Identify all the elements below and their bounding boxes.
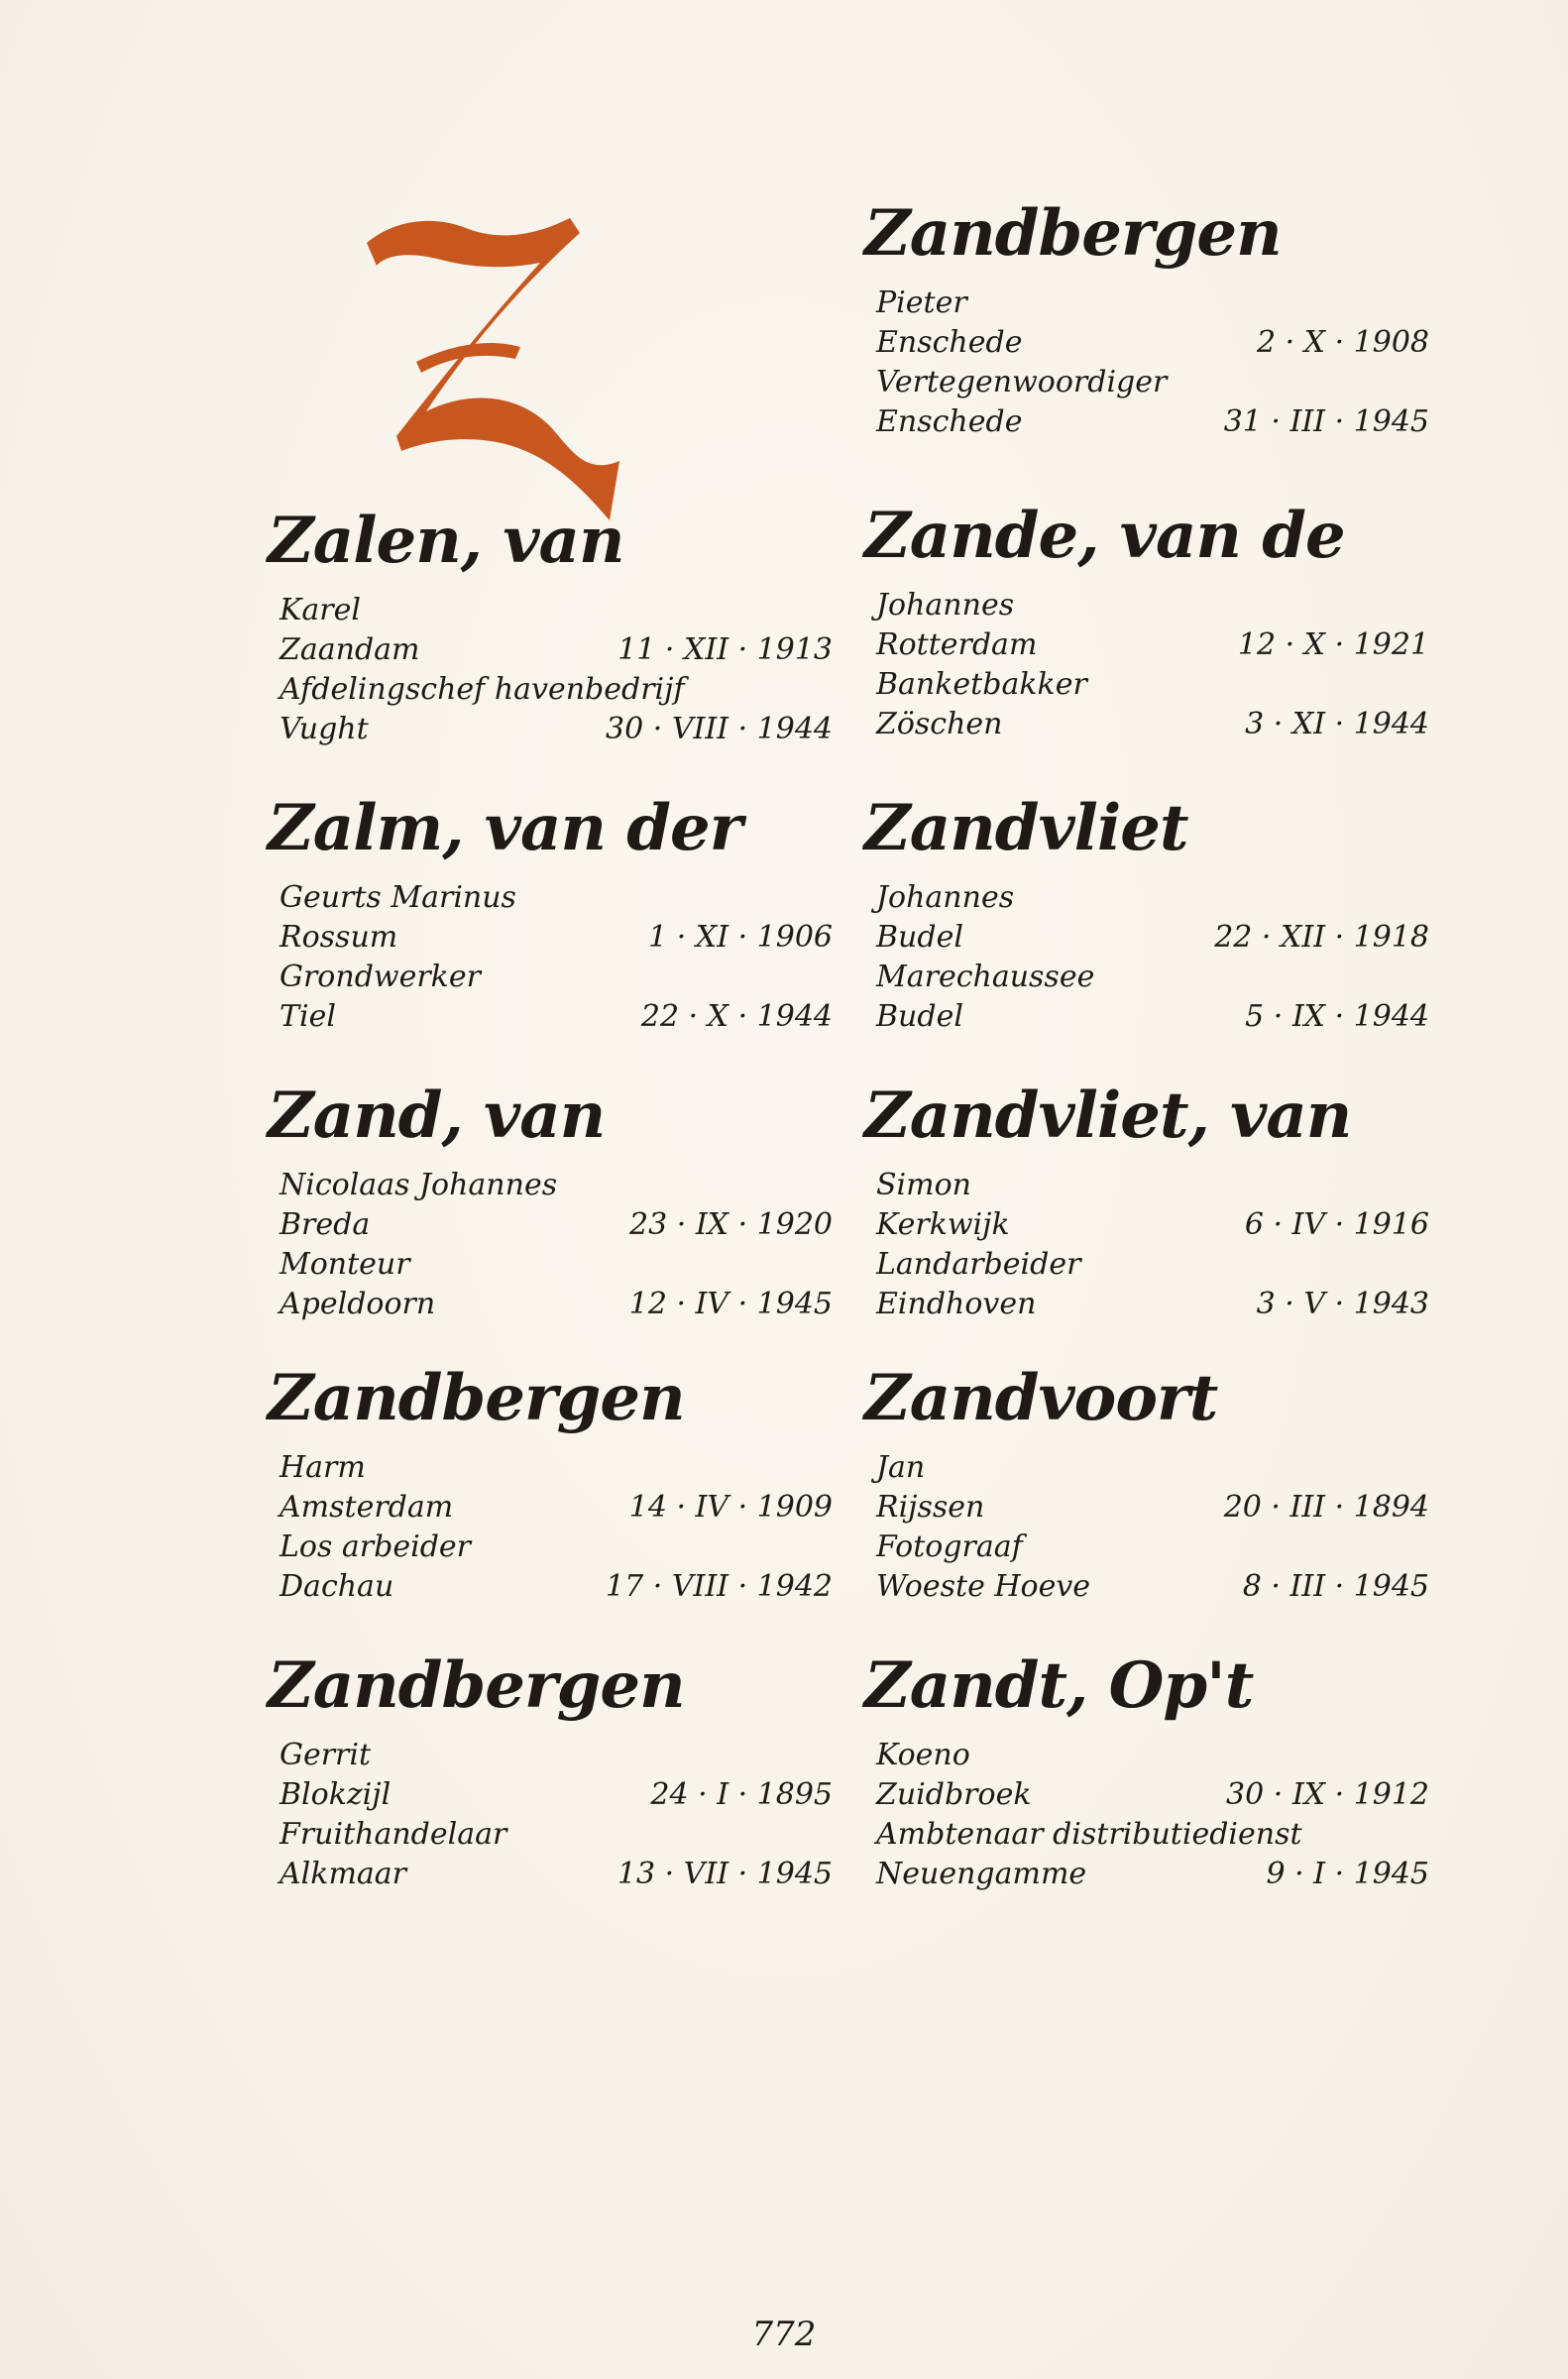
detail-text: Budel <box>876 920 963 955</box>
detail-text: Kerkwijk <box>876 1207 1010 1242</box>
entry-left-3 <box>268 1363 833 1607</box>
detail-line <box>864 323 1429 363</box>
detail-text: Zuidbroek <box>876 1777 1032 1812</box>
entry-right-2 <box>864 793 1429 1037</box>
entry-right-3 <box>864 1080 1429 1324</box>
detail-line <box>864 1488 1429 1528</box>
detail-text: Monteur <box>280 1247 410 1282</box>
detail-line <box>864 586 1429 625</box>
entry-details <box>864 1448 1429 1607</box>
detail-line <box>268 1567 833 1607</box>
entry-right-5 <box>864 1650 1429 1894</box>
detail-text: Banketbakker <box>876 667 1087 702</box>
detail-text: Tiel <box>280 999 336 1034</box>
surname: Zandvliet, van <box>864 1078 1352 1153</box>
detail-date: 24 · I · 1895 <box>650 1777 833 1812</box>
detail-date: 17 · VIII · 1942 <box>606 1569 833 1604</box>
detail-line <box>864 958 1429 997</box>
detail-line <box>268 1736 833 1775</box>
detail-line <box>268 1205 833 1245</box>
detail-line <box>864 625 1429 665</box>
detail-date: 22 · X · 1944 <box>640 999 833 1034</box>
detail-date: 12 · IV · 1945 <box>628 1287 833 1321</box>
detail-text: Zaandam <box>280 632 420 667</box>
detail-line <box>864 1285 1429 1324</box>
detail-text: Neuengamme <box>876 1857 1087 1891</box>
detail-line <box>864 363 1429 402</box>
detail-line <box>268 878 833 918</box>
detail-text: Johannes <box>876 880 1015 915</box>
detail-line <box>268 670 833 710</box>
detail-date: 9 · I · 1945 <box>1266 1857 1429 1891</box>
entry-details <box>268 591 833 749</box>
detail-line <box>864 402 1429 442</box>
surname: Zandbergen <box>268 1648 685 1723</box>
surname: Zandt, Op't <box>864 1648 1254 1723</box>
detail-line <box>864 1528 1429 1567</box>
detail-line <box>864 918 1429 958</box>
detail-date: 8 · III · 1945 <box>1242 1569 1429 1604</box>
detail-text: Vught <box>280 712 369 746</box>
detail-date: 14 · IV · 1909 <box>628 1490 833 1525</box>
surname: Zandvoort <box>864 1361 1218 1435</box>
entry-right-0 <box>864 198 1429 442</box>
detail-date: 12 · X · 1921 <box>1237 627 1429 662</box>
detail-text: Marechaussee <box>876 960 1095 994</box>
detail-text: Ambtenaar distributiedienst <box>876 1817 1302 1852</box>
detail-line <box>864 1567 1429 1607</box>
detail-text: Enschede <box>876 325 1023 360</box>
detail-text: Afdelingschef havenbedrijf <box>280 672 685 707</box>
detail-date: 3 · V · 1943 <box>1256 1287 1429 1321</box>
surname: Zalm, van der <box>268 791 742 865</box>
entry-details <box>864 586 1429 744</box>
detail-text: Blokzijl <box>280 1777 392 1812</box>
detail-date: 30 · VIII · 1944 <box>606 712 833 746</box>
detail-line <box>864 1736 1429 1775</box>
detail-text: Los arbeider <box>280 1529 471 1564</box>
detail-text: Fotograaf <box>876 1529 1023 1564</box>
detail-line <box>268 1815 833 1855</box>
detail-line <box>268 958 833 997</box>
surname: Zalen, van <box>268 504 624 578</box>
detail-text: Budel <box>876 999 963 1034</box>
detail-text: Rijssen <box>876 1490 985 1525</box>
detail-line <box>268 997 833 1037</box>
detail-text: Zöschen <box>876 707 1003 741</box>
detail-line <box>268 1166 833 1205</box>
detail-date: 20 · III · 1894 <box>1223 1490 1429 1525</box>
detail-text: Woeste Hoeve <box>876 1569 1091 1604</box>
detail-line <box>268 1448 833 1488</box>
surname: Zandbergen <box>864 196 1282 271</box>
detail-line <box>864 1245 1429 1285</box>
detail-text: Geurts Marinus <box>280 880 516 915</box>
detail-date: 2 · X · 1908 <box>1256 325 1429 360</box>
detail-text: Fruithandelaar <box>280 1817 507 1852</box>
detail-text: Dachau <box>280 1569 394 1604</box>
surname: Zandvliet <box>864 791 1188 865</box>
surname: Zand, van <box>268 1078 606 1153</box>
detail-line <box>268 1775 833 1815</box>
detail-text: Vertegenwoordiger <box>876 365 1168 399</box>
detail-text: Gerrit <box>280 1738 372 1772</box>
detail-text: Eindhoven <box>876 1287 1037 1321</box>
entry-details <box>268 878 833 1037</box>
detail-line <box>864 1448 1429 1488</box>
detail-text: Landarbeider <box>876 1247 1081 1282</box>
detail-line <box>864 665 1429 705</box>
entry-left-2 <box>268 1080 833 1324</box>
detail-text: Breda <box>280 1207 371 1242</box>
detail-text: Koeno <box>876 1738 970 1772</box>
entry-right-4 <box>864 1363 1429 1607</box>
detail-date: 1 · XI · 1906 <box>648 920 833 955</box>
entry-left-4 <box>268 1650 833 1894</box>
detail-date: 11 · XII · 1913 <box>617 632 833 667</box>
detail-text: Grondwerker <box>280 960 481 994</box>
detail-line <box>268 630 833 670</box>
entry-left-1 <box>268 793 833 1037</box>
entry-details <box>864 283 1429 442</box>
detail-date: 22 · XII · 1918 <box>1214 920 1429 955</box>
detail-text: Enschede <box>876 404 1023 439</box>
detail-text: Karel <box>280 593 361 627</box>
surname: Zande, van de <box>864 499 1345 573</box>
detail-text: Johannes <box>876 588 1015 623</box>
detail-date: 13 · VII · 1945 <box>616 1857 833 1891</box>
detail-text: Rotterdam <box>876 627 1038 662</box>
detail-line <box>864 1815 1429 1855</box>
decorative-initial-z-icon <box>357 188 654 525</box>
detail-date: 6 · IV · 1916 <box>1244 1207 1429 1242</box>
detail-text: Amsterdam <box>280 1490 454 1525</box>
entry-right-1 <box>864 501 1429 744</box>
surname: Zandbergen <box>268 1361 685 1435</box>
detail-line <box>864 1855 1429 1894</box>
detail-line <box>268 1528 833 1567</box>
detail-date: 5 · IX · 1944 <box>1245 999 1429 1034</box>
detail-line <box>864 705 1429 744</box>
entry-details <box>268 1736 833 1894</box>
entry-details <box>864 878 1429 1037</box>
detail-line <box>268 1245 833 1285</box>
detail-line <box>864 1166 1429 1205</box>
entry-details <box>864 1166 1429 1324</box>
detail-text: Rossum <box>280 920 398 955</box>
detail-line <box>268 710 833 749</box>
detail-line <box>268 1488 833 1528</box>
detail-text: Pieter <box>876 285 967 320</box>
detail-line <box>864 878 1429 918</box>
detail-line <box>864 1775 1429 1815</box>
detail-date: 23 · IX · 1920 <box>629 1207 833 1242</box>
detail-text: Apeldoorn <box>280 1287 436 1321</box>
detail-date: 3 · XI · 1944 <box>1245 707 1429 741</box>
detail-line <box>864 1205 1429 1245</box>
entry-details <box>268 1448 833 1607</box>
detail-line <box>268 1855 833 1894</box>
detail-line <box>268 918 833 958</box>
entry-left-0 <box>268 506 833 749</box>
detail-text: Harm <box>280 1450 366 1485</box>
entry-details <box>864 1736 1429 1894</box>
detail-text: Nicolaas Johannes <box>280 1168 558 1202</box>
detail-date: 31 · III · 1945 <box>1223 404 1429 439</box>
detail-text: Simon <box>876 1168 971 1202</box>
entry-details <box>268 1166 833 1324</box>
detail-line <box>268 591 833 630</box>
detail-line <box>864 997 1429 1037</box>
detail-line <box>268 1285 833 1324</box>
detail-text: Alkmaar <box>280 1857 406 1891</box>
detail-text: Jan <box>876 1450 926 1485</box>
detail-line <box>864 283 1429 323</box>
detail-date: 30 · IX · 1912 <box>1226 1777 1429 1812</box>
page-number: 772 <box>751 2315 817 2354</box>
